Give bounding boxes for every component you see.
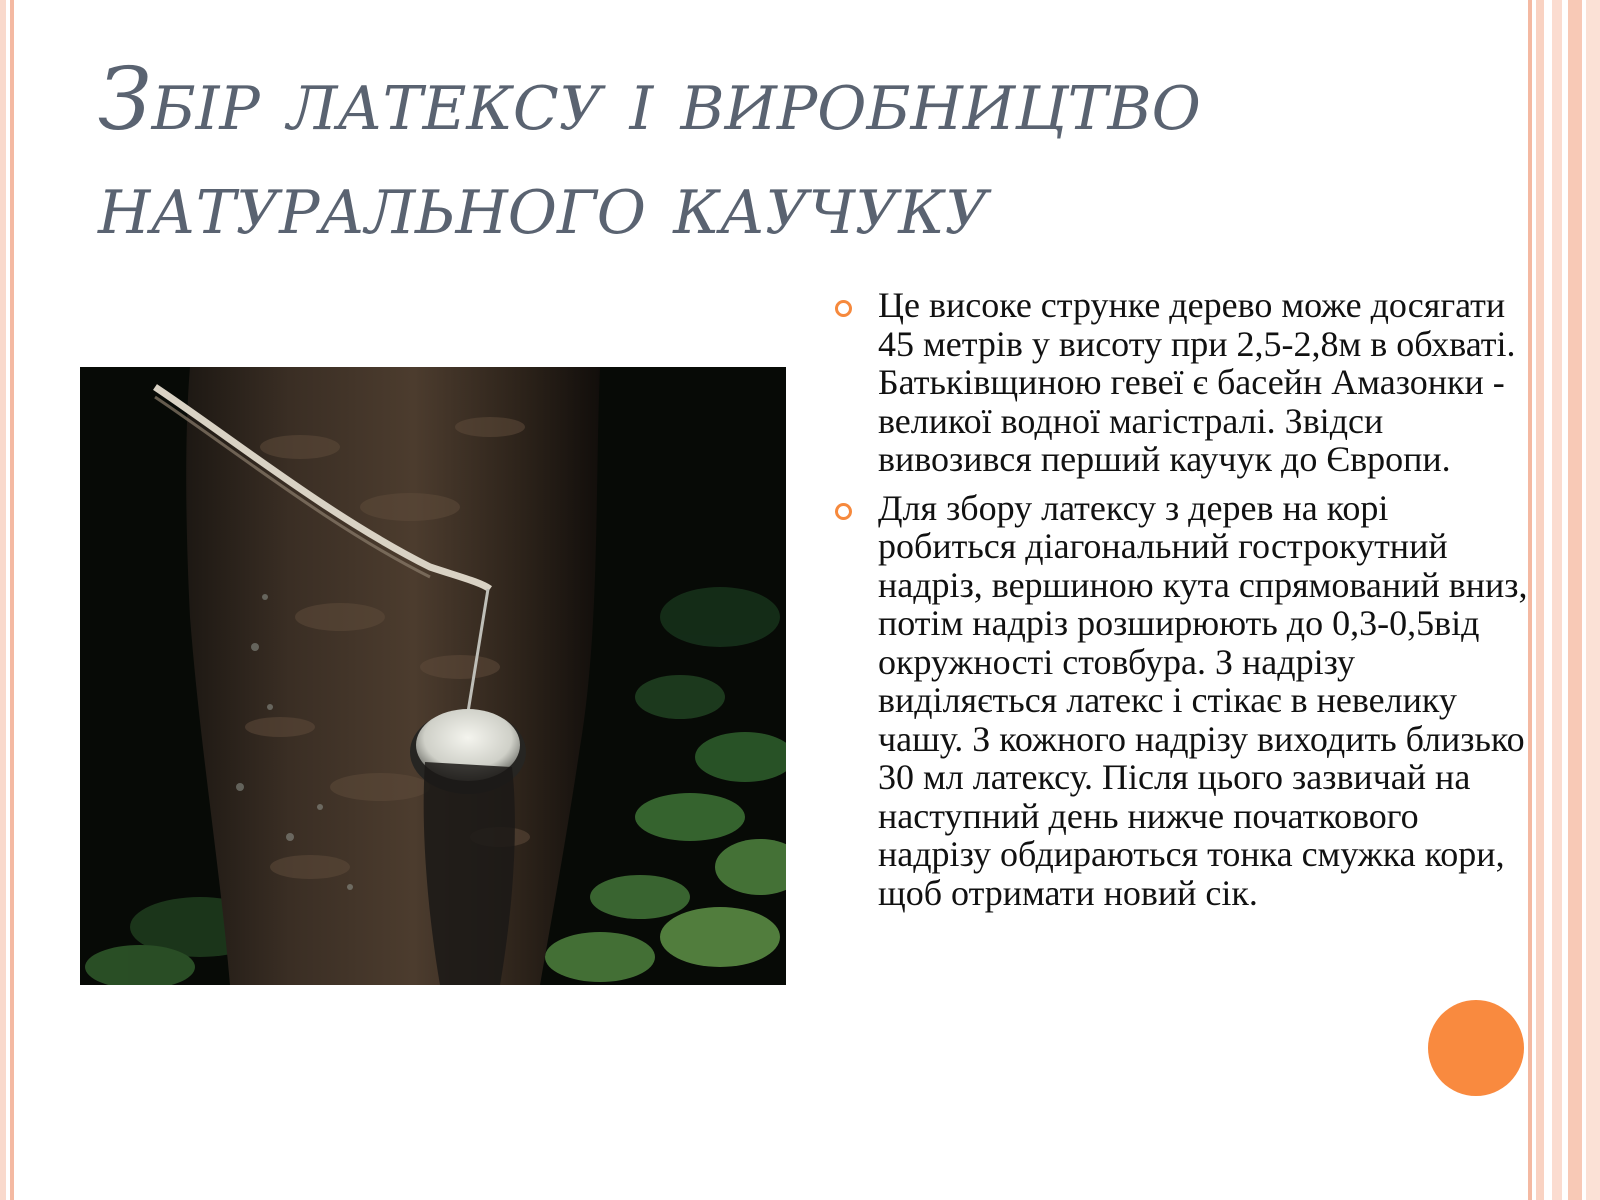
left-decorative-border: [0, 0, 22, 1200]
right-decorative-border: [1528, 0, 1600, 1200]
list-item: [828, 489, 1528, 913]
rubber-tree-photo: [80, 367, 786, 985]
rubber-tree-tapping-image: [80, 367, 786, 985]
slide-title: Збір латексу і виробництво натурального каучуку: [98, 50, 1201, 254]
bullet-text: Для збору латексу з дерев на корі робиться діагональний гострокутний надріз, вершиною кута спрямований вниз, потім надріз розширюють до 0,3-0,5від окружності стовбура. З надрізу виділяється латекс і стікає в невелику чашу. З кожного надрізу виходить близько 30 мл латексу. Після цього зазвичай на наступний день нижче початкового надрізу обдираються тонка смужка кори, щоб отримати новий сік.: [878, 487, 1528, 913]
bullet-list: [828, 286, 1528, 922]
hollow-circle-bullet-icon: [835, 503, 852, 520]
hollow-circle-bullet-icon: [835, 300, 852, 317]
bullet-text: Це високе струнке дерево може досягати 45 метрів у висоту при 2,5-2,8м в обхваті. Батьківщиною гевеї є басейн Амазонки - великої водної магістралі. Звідси вивозився перший каучук до Європи.: [878, 285, 1516, 479]
filled-circle-decoration-icon: [1428, 1000, 1524, 1096]
list-item: [828, 286, 1528, 479]
